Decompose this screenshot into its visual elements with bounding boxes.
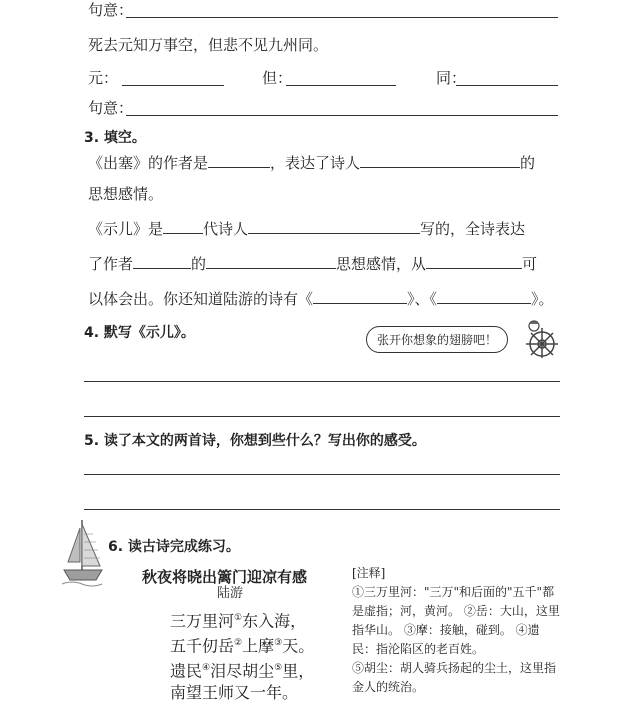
- q5-answer-line-2[interactable]: [84, 509, 560, 510]
- encouragement-bubble: 张开你想象的翅膀吧！: [366, 326, 508, 353]
- poem-text: 东入海，: [242, 611, 307, 631]
- q3-row-5: [88, 288, 554, 309]
- footnote-mark: ③: [274, 638, 283, 648]
- poem-line-1: [170, 607, 306, 632]
- meaning-label-2: 句意：: [88, 99, 134, 117]
- q3-text: 的: [191, 255, 207, 273]
- q3-blank-poem-1[interactable]: [313, 288, 407, 304]
- poem-author: 陆游: [217, 586, 244, 601]
- q3-blank-poet[interactable]: [248, 218, 420, 234]
- q3-blank-feeling-2[interactable]: [206, 253, 336, 269]
- q3-text: 写的，全诗表达: [420, 220, 526, 238]
- note-line-3: 指华山。 ③摩：接触，碰到。 ④遗: [352, 623, 540, 637]
- q3-text: 思想感情，从: [336, 255, 427, 273]
- verse-line: 死去元知万事空，但悲不见九州同。: [88, 36, 329, 54]
- word-label-tong: 同：: [436, 69, 467, 87]
- meaning-answer-line-1[interactable]: [126, 17, 558, 18]
- poem-line-4: 南望王师又一年。: [170, 683, 299, 702]
- word-label-dan: 但：: [262, 69, 293, 87]
- poem-line-2: [170, 632, 314, 657]
- meaning-label-1: 句意：: [88, 1, 134, 19]
- poem-text: 上摩: [242, 636, 275, 656]
- q3-text: 了作者: [88, 255, 134, 273]
- footnote-mark: ④: [202, 663, 211, 673]
- poem-text: 三万里河: [170, 611, 235, 631]
- q3-row-4: [88, 253, 537, 274]
- q3-row-3: [88, 218, 525, 239]
- note-line-4: 民：指沦陷区的老百姓。: [352, 642, 485, 656]
- footnote-mark: ①: [234, 613, 243, 623]
- question-5-title: 5. 读了本文的两首诗，你想到些什么？写出你的感受。: [84, 433, 426, 449]
- word-answer-yuan[interactable]: [122, 85, 224, 86]
- q3-text: 《出塞》的作者是: [88, 154, 209, 172]
- q3-row-2: 思想感情。: [88, 185, 164, 203]
- word-answer-tong[interactable]: [456, 85, 558, 86]
- poem-title: 秋夜将晓出篱门迎凉有感: [142, 568, 308, 586]
- question-4-title: 4. 默写《示儿》。: [84, 325, 195, 341]
- poem-text: 泪尽胡尘: [210, 661, 275, 681]
- q4-answer-line-2[interactable]: [84, 416, 560, 417]
- q3-blank-author-feeling[interactable]: [133, 253, 191, 269]
- q3-text: 》。: [531, 290, 554, 308]
- q3-blank-from[interactable]: [426, 253, 522, 269]
- word-label-yuan: 元：: [88, 69, 119, 87]
- meaning-answer-line-2[interactable]: [126, 115, 558, 116]
- q3-text: ，表达了诗人: [270, 154, 361, 172]
- q3-text: 》、《: [407, 290, 438, 308]
- note-line-1: ①三万里河："三万"和后面的"五千"都: [352, 585, 555, 599]
- sailboat-icon: [62, 518, 104, 588]
- q3-row-1: [88, 152, 535, 173]
- question-3-title: 3. 填空。: [84, 130, 146, 146]
- q3-text: 代诗人: [203, 220, 249, 238]
- q3-blank-feeling[interactable]: [360, 152, 520, 168]
- notes-title: [注释]: [352, 566, 386, 580]
- sailor-boy-icon: [518, 318, 562, 358]
- question-6-title: 6. 读古诗完成练习。: [108, 539, 240, 555]
- q3-blank-author[interactable]: [208, 152, 270, 168]
- footnote-mark: ②: [234, 638, 243, 648]
- note-line-5: ⑤胡尘：胡人骑兵扬起的尘土，这里指: [352, 661, 557, 675]
- q5-answer-line-1[interactable]: [84, 474, 560, 475]
- poem-text: 五千仞岳: [170, 636, 235, 656]
- word-answer-dan[interactable]: [286, 85, 396, 86]
- poem-text: 遗民: [170, 661, 203, 681]
- q3-text: 以体会出。你还知道陆游的诗有《: [88, 290, 314, 308]
- footnote-mark: ⑤: [274, 663, 283, 673]
- q3-text: 《示儿》是: [88, 220, 164, 238]
- q3-blank-poem-2[interactable]: [437, 288, 531, 304]
- poem-line-3: [170, 657, 314, 682]
- q4-answer-line-1[interactable]: [84, 381, 560, 382]
- q3-text: 的: [520, 154, 536, 172]
- q3-text: 可: [522, 255, 538, 273]
- poem-text: 里，: [282, 661, 315, 681]
- q3-blank-dynasty[interactable]: [163, 218, 203, 234]
- note-line-2: 是虚指；河，黄河。 ②岳：大山，这里: [352, 604, 560, 618]
- note-line-6: 金人的统治。: [352, 680, 425, 694]
- poem-text: 天。: [282, 636, 315, 656]
